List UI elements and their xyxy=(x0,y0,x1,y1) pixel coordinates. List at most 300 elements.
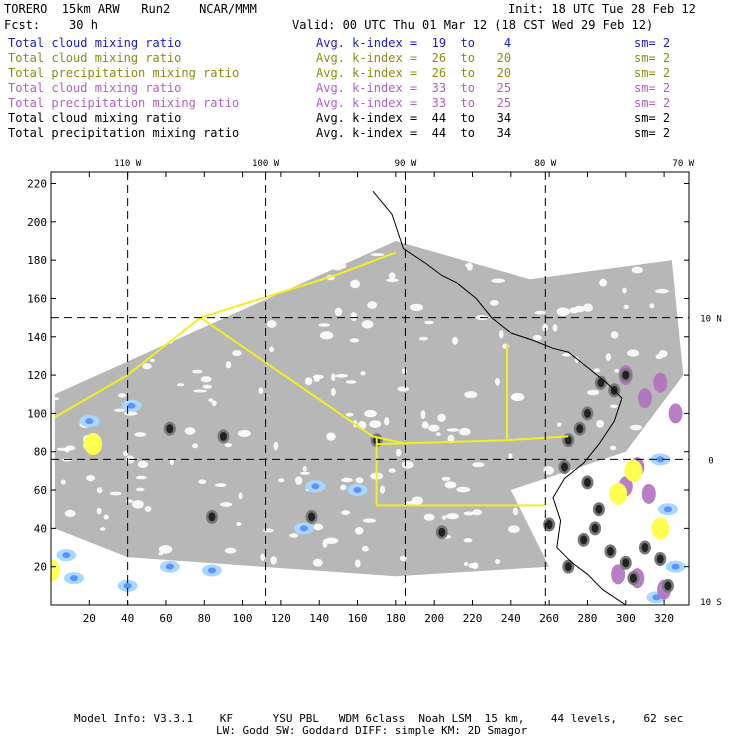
clear-gap xyxy=(319,323,331,327)
clear-gap xyxy=(355,527,364,535)
purple-patch xyxy=(642,484,656,504)
blue-core xyxy=(166,564,174,570)
legend-kindex: Avg. k-index = 44 to 34 xyxy=(316,126,512,140)
legend-field: Total cloud mixing ratio xyxy=(8,51,182,65)
x-tick-label: 60 xyxy=(159,612,173,625)
clear-gap xyxy=(648,564,655,569)
clear-gap xyxy=(465,263,471,267)
clear-gap xyxy=(208,398,213,402)
clear-gap xyxy=(664,436,675,444)
clear-gap xyxy=(220,502,232,507)
blue-core xyxy=(664,506,672,512)
clear-gap xyxy=(198,479,206,484)
clear-gap xyxy=(437,414,446,422)
y-tick-label: 140 xyxy=(27,330,47,344)
blue-core xyxy=(127,403,135,409)
legend-field: Total precipitation mixing ratio xyxy=(8,126,240,140)
clear-gap xyxy=(51,397,60,400)
longitude-label: 70 W xyxy=(672,159,695,169)
blue-core xyxy=(300,525,308,531)
clear-gap xyxy=(508,525,520,533)
x-tick-label: 180 xyxy=(385,612,406,625)
clear-gap xyxy=(660,257,666,261)
clear-gap xyxy=(314,378,320,382)
clear-gap xyxy=(610,405,618,409)
clear-gap xyxy=(346,413,354,417)
dark-cell xyxy=(622,371,629,380)
valid-time: Valid: 00 UTC Thu 01 Mar 12 (18 CST Wed 29 Feb 12) xyxy=(292,18,654,32)
x-tick-label: 40 xyxy=(121,612,135,625)
purple-patch xyxy=(653,373,667,393)
x-tick-label: 280 xyxy=(577,612,598,625)
clear-gap xyxy=(606,353,611,361)
clear-gap xyxy=(134,432,146,437)
legend-kindex: Avg. k-index = 26 to 20 xyxy=(316,66,512,80)
clear-gap xyxy=(655,289,668,293)
clear-gap xyxy=(579,235,587,241)
dark-cell xyxy=(607,547,614,556)
clear-gap xyxy=(436,432,441,436)
clear-gap xyxy=(225,548,237,554)
clear-gap xyxy=(193,390,207,393)
model-info: Model Info: V3.3.1 KF YSU PBL WDM 6class Noah LSM 15 km, 44 levels, 62 sec xyxy=(74,712,684,725)
clear-gap xyxy=(362,546,369,552)
dark-cell xyxy=(664,581,671,590)
dark-cell xyxy=(584,478,591,487)
yellow-patch xyxy=(609,483,627,505)
clear-gap xyxy=(402,461,414,469)
clear-gap xyxy=(238,221,242,224)
clear-gap xyxy=(313,524,323,531)
clear-gap xyxy=(335,308,342,317)
clear-gap xyxy=(389,272,396,279)
y-tick-label: 20 xyxy=(33,560,47,574)
clear-gap xyxy=(300,472,310,475)
clear-gap xyxy=(232,350,241,356)
clear-gap xyxy=(350,338,359,342)
purple-patch xyxy=(638,388,652,408)
clear-gap xyxy=(158,552,163,555)
clear-gap xyxy=(259,387,264,394)
clear-gap xyxy=(587,390,599,396)
clear-gap xyxy=(335,374,348,378)
legend-kindex: Avg. k-index = 26 to 20 xyxy=(316,51,512,65)
clear-gap xyxy=(599,279,607,287)
clear-gap xyxy=(397,386,409,391)
x-tick-label: 100 xyxy=(232,612,253,625)
clear-gap xyxy=(97,508,102,515)
clear-gap xyxy=(286,244,298,253)
clear-gap xyxy=(97,487,103,493)
dark-cell xyxy=(308,512,315,521)
clear-gap xyxy=(337,231,350,236)
clear-gap xyxy=(242,251,252,256)
clear-gap xyxy=(322,247,328,251)
clear-gap xyxy=(350,312,357,321)
clear-gap xyxy=(218,298,231,307)
legend-kindex: Avg. k-index = 19 to 4 xyxy=(316,36,512,50)
clear-gap xyxy=(428,425,440,432)
clear-gap xyxy=(622,288,627,294)
clear-gap xyxy=(574,306,585,313)
clear-gap xyxy=(349,227,362,231)
clear-gap xyxy=(65,510,76,517)
clear-gap xyxy=(421,410,426,419)
x-tick-label: 300 xyxy=(615,612,636,625)
clear-gap xyxy=(464,538,473,542)
clear-gap xyxy=(331,388,336,396)
clear-gap xyxy=(412,496,423,505)
latitude-label: 10 N xyxy=(700,314,722,325)
clear-gap xyxy=(499,262,507,269)
clear-gap xyxy=(177,383,184,386)
clear-gap xyxy=(295,476,302,485)
clear-gap xyxy=(263,529,274,533)
clear-gap xyxy=(333,267,341,271)
blue-core xyxy=(62,552,70,558)
clear-gap xyxy=(269,347,274,353)
clear-gap xyxy=(133,558,144,566)
clear-gap xyxy=(158,225,166,229)
clear-gap xyxy=(410,304,423,311)
clear-gap xyxy=(101,261,106,264)
y-tick-label: 220 xyxy=(27,177,47,191)
clear-gap xyxy=(396,449,402,457)
blue-core xyxy=(208,568,216,574)
legend-kindex: Avg. k-index = 33 to 25 xyxy=(316,96,512,110)
clear-gap xyxy=(226,361,231,368)
clear-gap xyxy=(464,391,477,398)
clear-gap xyxy=(305,377,313,385)
clear-gap xyxy=(464,562,468,566)
clear-gap xyxy=(136,488,145,492)
clear-gap xyxy=(553,324,558,331)
clear-gap xyxy=(192,443,198,448)
init-time: Init: 18 UTC Tue 28 Feb 12 xyxy=(508,2,696,16)
clear-gap xyxy=(611,331,619,338)
clear-gap xyxy=(442,515,446,519)
dark-cell xyxy=(220,432,227,441)
clear-gap xyxy=(346,380,357,384)
legend-sm: sm= 2 xyxy=(634,66,671,80)
legend-field: Total precipitation mixing ratio xyxy=(8,96,240,110)
legend-field: Total precipitation mixing ratio xyxy=(8,66,240,80)
clear-gap xyxy=(362,320,374,328)
clear-gap xyxy=(168,269,177,275)
clear-gap xyxy=(490,300,499,306)
legend-sm: sm= 2 xyxy=(634,96,671,110)
clear-gap xyxy=(649,303,654,308)
clear-gap xyxy=(203,385,213,389)
legend-sm: sm= 2 xyxy=(634,126,671,140)
blue-core xyxy=(85,418,93,424)
clear-gap xyxy=(75,293,89,297)
clear-gap xyxy=(452,337,458,345)
x-tick-label: 140 xyxy=(309,612,330,625)
dark-cell xyxy=(561,463,568,472)
x-tick-label: 120 xyxy=(270,612,291,625)
clear-gap xyxy=(564,481,577,485)
clear-gap xyxy=(176,240,186,248)
clear-gap xyxy=(278,478,284,482)
clear-gap xyxy=(61,480,66,485)
clear-gap xyxy=(185,427,196,434)
x-tick-label: 260 xyxy=(539,612,560,625)
latitude-label: 0 xyxy=(708,456,714,467)
clear-gap xyxy=(68,369,79,376)
clear-gap xyxy=(350,280,360,289)
clear-gap xyxy=(239,492,243,499)
legend-sm: sm= 2 xyxy=(634,51,671,65)
longitude-label: 100 W xyxy=(252,159,280,169)
y-tick-label: 120 xyxy=(27,369,47,383)
clear-gap xyxy=(313,559,323,567)
dark-cell xyxy=(546,520,553,529)
clear-gap xyxy=(341,478,353,483)
physics-info: LW: Godd SW: Goddard DIFF: simple KM: 2D Smagor xyxy=(216,724,528,737)
clear-gap xyxy=(557,307,570,316)
dark-cell xyxy=(438,528,445,537)
legend-sm: sm= 2 xyxy=(634,36,671,50)
clear-gap xyxy=(52,364,64,371)
x-tick-label: 20 xyxy=(82,612,96,625)
x-tick-label: 320 xyxy=(654,612,675,625)
x-tick-label: 160 xyxy=(347,612,368,625)
yellow-patch xyxy=(651,517,669,539)
clear-gap xyxy=(384,417,389,425)
clear-gap xyxy=(220,286,232,292)
blue-core xyxy=(124,583,132,589)
dark-cell xyxy=(576,424,583,433)
clear-gap xyxy=(118,393,126,397)
dark-cell xyxy=(657,555,664,564)
longitude-label: 90 W xyxy=(394,159,417,169)
clear-gap xyxy=(535,311,546,315)
purple-patch xyxy=(669,403,683,423)
x-tick-label: 240 xyxy=(500,612,521,625)
clear-gap xyxy=(320,331,334,339)
clear-gap xyxy=(583,256,595,264)
clear-gap xyxy=(570,225,582,229)
clear-gap xyxy=(511,393,525,401)
clear-gap xyxy=(150,359,155,362)
clear-gap xyxy=(104,515,109,520)
clear-gap xyxy=(238,430,251,437)
clear-gap xyxy=(364,410,377,417)
clear-gap xyxy=(200,260,209,264)
clear-gap xyxy=(64,446,69,452)
clear-gap xyxy=(610,446,616,450)
x-tick-label: 220 xyxy=(462,612,483,625)
dark-cell xyxy=(630,574,637,583)
clear-gap xyxy=(341,510,350,515)
clear-gap xyxy=(596,420,604,428)
clear-gap xyxy=(495,378,500,386)
yellow-patch xyxy=(624,460,642,482)
clear-gap xyxy=(548,556,557,561)
clear-gap xyxy=(355,560,361,568)
clear-gap xyxy=(138,461,148,468)
clear-gap xyxy=(608,236,616,245)
clear-gap xyxy=(456,487,470,493)
clear-gap xyxy=(247,282,256,288)
clear-gap xyxy=(663,466,668,470)
clear-gap xyxy=(260,554,265,561)
clear-gap xyxy=(222,233,230,237)
clear-gap xyxy=(593,368,600,372)
y-tick-label: 200 xyxy=(27,215,47,229)
clear-gap xyxy=(303,466,307,472)
legend-field: Total cloud mixing ratio xyxy=(8,36,182,50)
y-tick-label: 180 xyxy=(27,254,47,268)
clear-gap xyxy=(533,335,542,341)
clear-gap xyxy=(402,368,407,373)
clear-gap xyxy=(446,513,459,519)
clear-gap xyxy=(468,563,477,568)
x-tick-label: 200 xyxy=(424,612,445,625)
clear-gap xyxy=(457,239,462,246)
clear-gap xyxy=(614,369,619,373)
clear-gap xyxy=(340,485,346,491)
blue-core xyxy=(311,483,319,489)
clear-gap xyxy=(367,301,377,309)
clear-gap xyxy=(331,373,335,381)
clear-gap xyxy=(472,462,484,467)
clear-gap xyxy=(666,226,673,229)
clear-gap xyxy=(201,376,212,382)
clear-gap xyxy=(273,442,278,451)
clear-gap xyxy=(270,556,277,564)
clear-gap xyxy=(369,420,381,428)
longitude-label: 80 W xyxy=(534,159,557,169)
clear-gap xyxy=(659,350,668,357)
clear-gap xyxy=(464,512,475,516)
clear-gap xyxy=(267,320,277,328)
longitude-label: 110 W xyxy=(114,159,142,169)
dark-cell xyxy=(592,524,599,533)
clear-gap xyxy=(491,279,505,283)
clear-gap xyxy=(156,298,168,305)
clear-gap xyxy=(422,421,429,429)
clear-gap xyxy=(389,468,396,472)
plot-area xyxy=(42,172,689,605)
clear-gap xyxy=(215,483,226,487)
y-tick-label: 60 xyxy=(33,484,47,498)
clear-gap xyxy=(134,313,144,322)
clear-gap xyxy=(627,350,639,357)
clear-gap xyxy=(557,423,562,427)
clear-gap xyxy=(86,475,95,481)
clear-gap xyxy=(514,241,518,249)
clear-gap xyxy=(360,371,365,375)
clear-gap xyxy=(323,539,328,548)
legend-kindex: Avg. k-index = 44 to 34 xyxy=(316,111,512,125)
clear-gap xyxy=(384,239,389,244)
clear-gap xyxy=(127,291,140,296)
legend-sm: sm= 2 xyxy=(634,111,671,125)
clear-gap xyxy=(132,500,144,509)
dark-cell xyxy=(622,558,629,567)
clear-gap xyxy=(100,527,106,530)
yellow-patch xyxy=(84,433,102,455)
clear-gap xyxy=(236,522,241,526)
clear-gap xyxy=(326,432,335,440)
clear-gap xyxy=(269,261,280,266)
clear-gap xyxy=(124,411,138,415)
y-tick-label: 160 xyxy=(27,292,47,306)
x-tick-label: 80 xyxy=(197,612,211,625)
clear-gap xyxy=(170,230,176,238)
clear-gap xyxy=(124,271,136,279)
legend-field: Total cloud mixing ratio xyxy=(8,111,182,125)
clear-gap xyxy=(356,477,364,483)
clear-gap xyxy=(338,245,349,248)
blue-core xyxy=(672,564,680,570)
clear-gap xyxy=(106,308,117,312)
clear-gap xyxy=(445,481,457,488)
clear-gap xyxy=(208,305,213,308)
clear-gap xyxy=(299,262,310,269)
clear-gap xyxy=(203,236,209,243)
clear-gap xyxy=(142,363,151,369)
latitude-label: 10 S xyxy=(700,598,722,609)
clear-gap xyxy=(447,428,459,432)
clear-gap xyxy=(508,453,512,459)
y-tick-label: 80 xyxy=(33,445,47,459)
clear-gap xyxy=(495,559,500,564)
clear-gap xyxy=(363,518,376,522)
clear-gap xyxy=(459,428,471,436)
clear-gap xyxy=(157,289,167,296)
clear-gap xyxy=(499,330,504,338)
dark-cell xyxy=(595,505,602,514)
clear-gap xyxy=(110,492,122,496)
clear-gap xyxy=(192,370,202,374)
clear-gap xyxy=(477,242,483,250)
legend-kindex: Avg. k-index = 33 to 25 xyxy=(316,81,512,95)
clear-gap xyxy=(442,477,450,481)
clear-gap xyxy=(52,227,62,231)
clear-gap xyxy=(392,221,402,229)
blue-core xyxy=(354,487,362,493)
clear-gap xyxy=(587,552,591,561)
legend-sm: sm= 2 xyxy=(634,81,671,95)
dark-cell xyxy=(166,424,173,433)
clear-gap xyxy=(145,506,152,512)
clear-gap xyxy=(126,500,133,503)
clear-gap xyxy=(371,253,385,256)
forecast-hour: Fcst: 30 h xyxy=(4,18,98,32)
dark-cell xyxy=(565,562,572,571)
clear-gap xyxy=(289,533,298,537)
clear-gap xyxy=(424,321,434,324)
clear-gap xyxy=(606,520,611,524)
clear-gap xyxy=(380,486,385,494)
dark-cell xyxy=(641,543,648,552)
clear-gap xyxy=(630,425,642,431)
clear-gap xyxy=(632,267,643,274)
clear-gap xyxy=(225,443,232,447)
clear-gap xyxy=(513,508,518,516)
dark-cell xyxy=(584,409,591,418)
clear-gap xyxy=(136,476,147,480)
blue-core xyxy=(70,575,78,581)
dark-cell xyxy=(208,512,215,521)
clear-gap xyxy=(194,238,202,243)
legend-field: Total cloud mixing ratio xyxy=(8,81,182,95)
clear-gap xyxy=(223,242,233,251)
model-title: TORERO 15km ARW Run2 NCAR/MMM xyxy=(4,2,257,16)
